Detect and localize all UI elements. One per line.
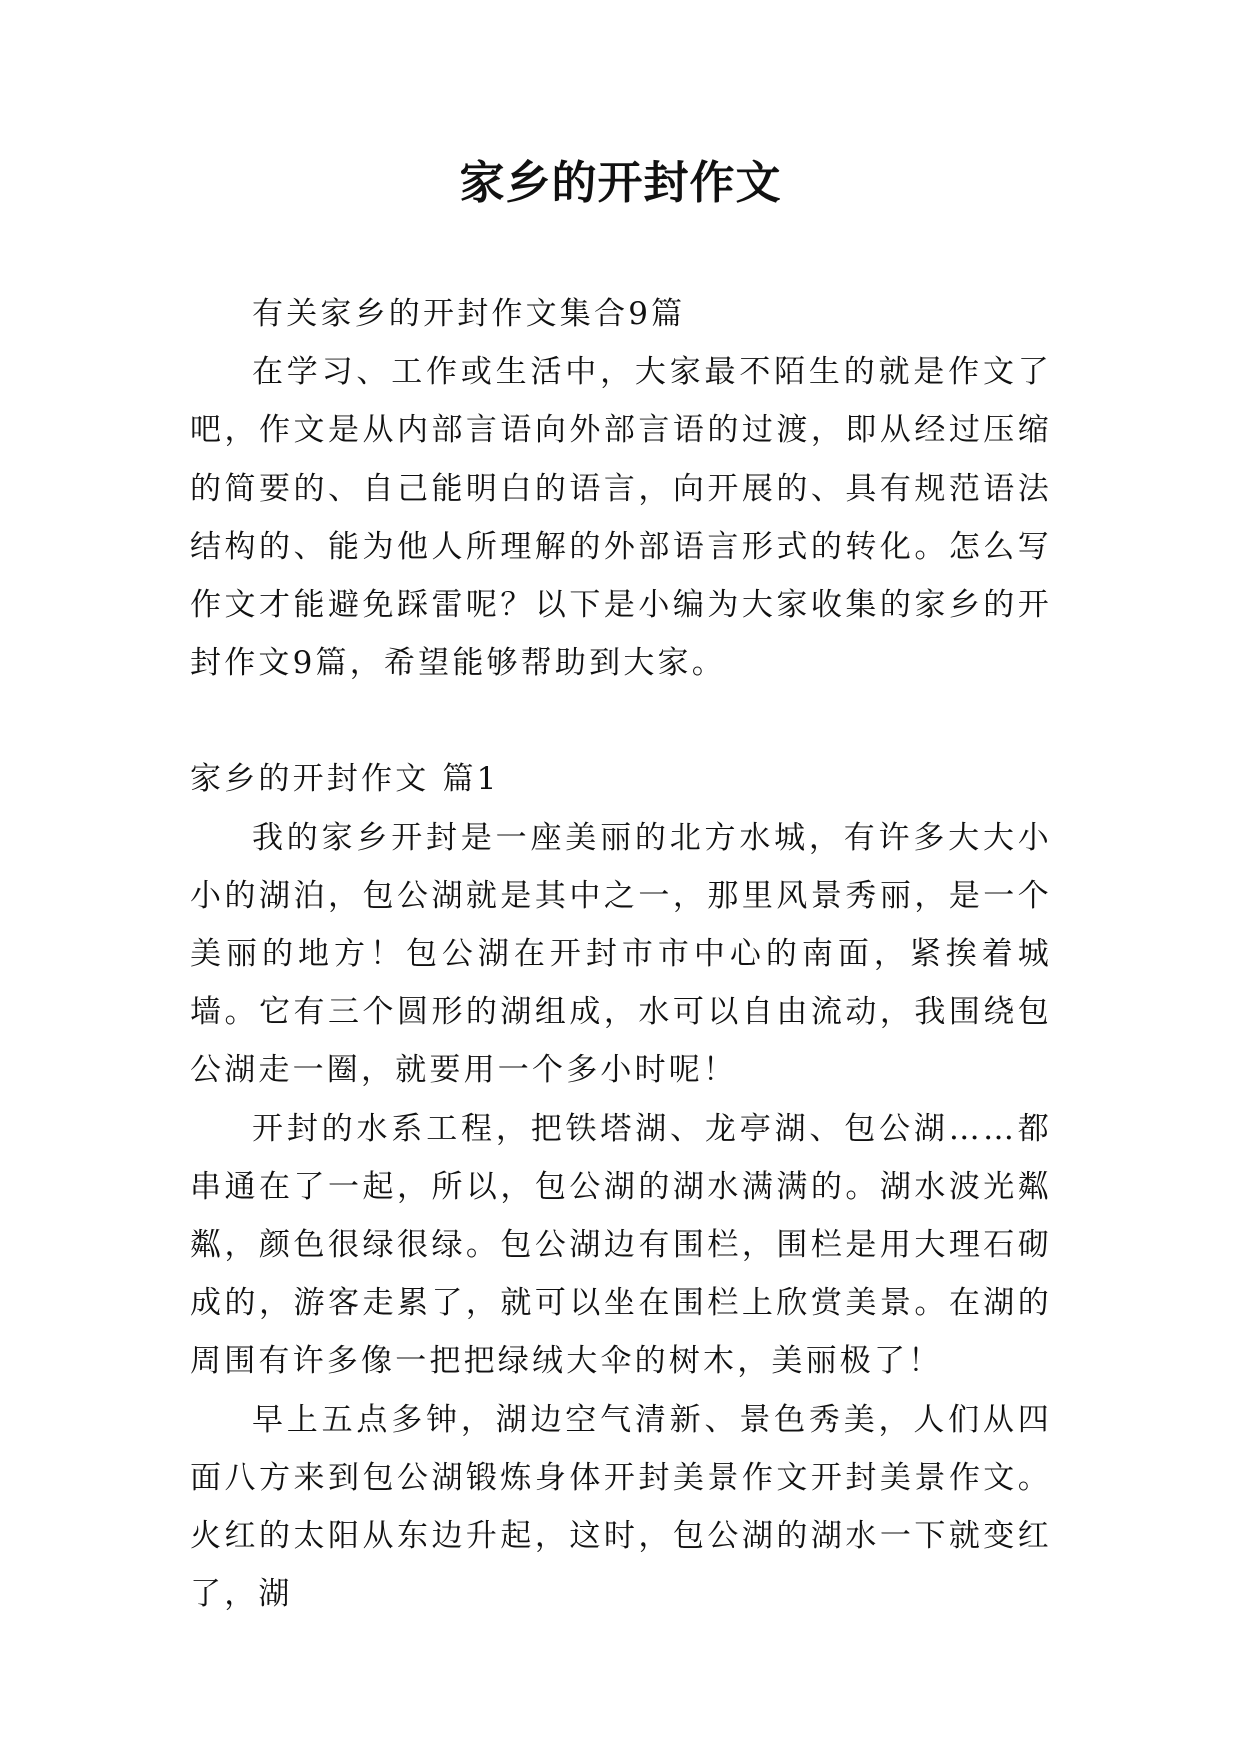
document-title: 家乡的开封作文 — [459, 156, 782, 209]
intro-paragraph: 在学习、工作或生活中，大家最不陌生的就是作文了吧，作文是从内部言语向外部言语的过渡，即从经过压缩的简要的、自己能明白的语言，向开展的、具有规范语法结构的、能为他人所理解的外部语言形式的转化。怎么写作文才能避免踩雷呢？以下是小编为大家收集的家乡的开封作文9篇，希望能够帮助到大家。 — [190, 354, 1052, 682]
document-subtitle: 有关家乡的开封作文集合9篇 — [252, 296, 686, 332]
document-body — [190, 285, 1052, 1623]
section-spacer — [190, 692, 1052, 750]
body-paragraph-2: 开封的水系工程，把铁塔湖、龙亭湖、包公湖……都串通在了一起，所以，包公湖的湖水满满的。湖水波光粼粼，颜色很绿很绿。包公湖边有围栏，围栏是用大理石砌成的，游客走累了，就可以坐在围栏上欣赏美景。在湖的周围有许多像一把把绿绒大伞的树木，美丽极了！ — [190, 1110, 1052, 1380]
body-paragraph-1: 我的家乡开封是一座美丽的北方水城，有许多大大小小的湖泊，包公湖就是其中之一，那里风景秀丽，是一个美丽的地方！包公湖在开封市市中心的南面，紧挨着城墙。它有三个圆形的湖组成，水可以自由流动，我围绕包公湖走一圈，就要用一个多小时呢！ — [190, 819, 1052, 1089]
body-paragraph-3: 早上五点多钟，湖边空气清新、景色秀美，人们从四面八方来到包公湖锻炼身体开封美景作文开封美景作文。火红的太阳从东边升起，这时，包公湖的湖水一下就变红了，湖 — [190, 1401, 1052, 1613]
section-heading: 家乡的开封作文 篇1 — [190, 761, 500, 798]
